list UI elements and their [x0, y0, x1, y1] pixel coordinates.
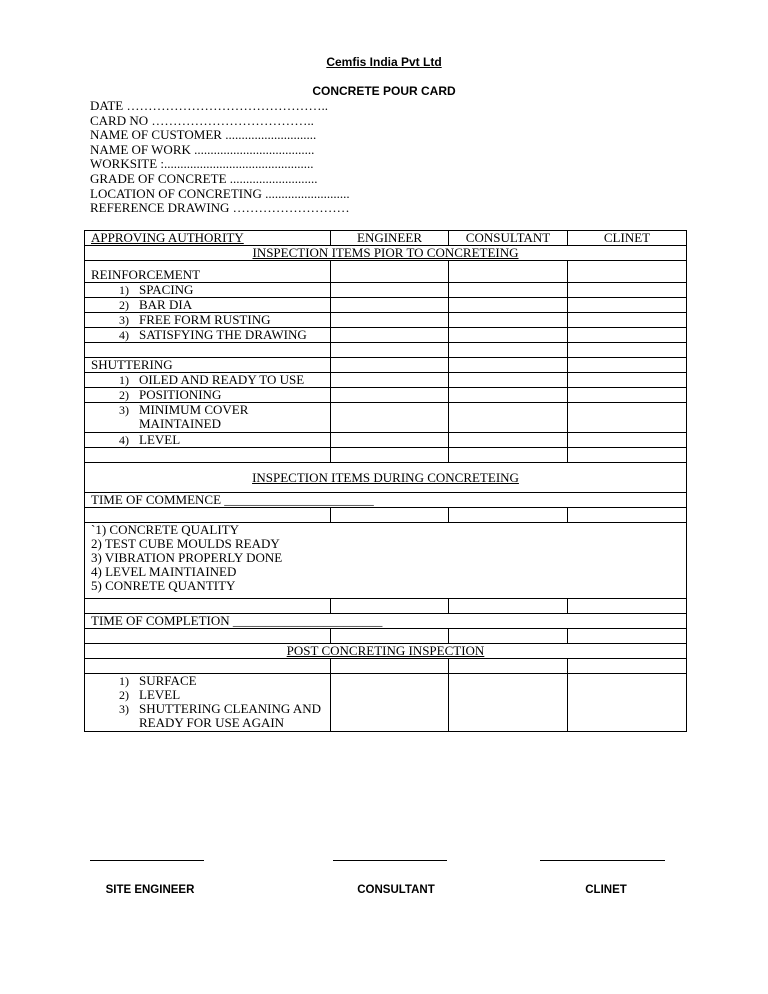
section-title-row: [85, 463, 687, 493]
list-item: 1) OILED AND READY TO USE: [85, 373, 331, 388]
consultant-check-cell[interactable]: [449, 298, 568, 313]
table-row: [85, 674, 687, 732]
list-item: 5) CONRETE QUANTITY: [91, 578, 236, 593]
worksite-field: WORKSITE :..............................................: [90, 156, 314, 172]
client-check-cell[interactable]: [568, 674, 687, 732]
list-item: 4) SATISFYING THE DRAWING: [85, 328, 331, 343]
client-check-cell[interactable]: [568, 433, 687, 448]
table-row: [85, 328, 687, 343]
table-row: [85, 373, 687, 388]
post-items-list: [85, 674, 331, 732]
reference-drawing-field: REFERENCE DRAWING ………………………: [90, 200, 350, 216]
table-row: [85, 433, 687, 448]
customer-name-field: NAME OF CUSTOMER ............................: [90, 127, 317, 143]
engineer-check-cell[interactable]: [331, 298, 449, 313]
card-no-field: CARD NO ………………………………..: [90, 112, 314, 128]
list-item: 2) TEST CUBE MOULDS READY: [91, 536, 280, 551]
consultant-check-cell[interactable]: [449, 674, 568, 732]
section-post-concreting-title: POST CONCRETING INSPECTION: [85, 644, 687, 659]
consultant-check-cell[interactable]: [449, 433, 568, 448]
time-of-commence[interactable]: TIME OF COMMENCE _______________________: [85, 493, 687, 508]
consultant-check-cell[interactable]: [449, 373, 568, 388]
company-name: Cemfis India Pvt Ltd: [326, 55, 442, 69]
list-item: 1) SPACING: [85, 283, 331, 298]
consultant-check-cell[interactable]: [449, 388, 568, 403]
table-row: [85, 343, 687, 358]
list-item: 3) FREE FORM RUSTING: [85, 313, 331, 328]
client-check-cell[interactable]: [568, 298, 687, 313]
consultant-check-cell[interactable]: [449, 358, 568, 373]
site-engineer-label: SITE ENGINEER: [105, 884, 195, 896]
list-item: 1) SURFACE: [119, 673, 197, 688]
engineer-check-cell[interactable]: [331, 313, 449, 328]
engineer-check-cell[interactable]: [331, 388, 449, 403]
engineer-check-cell[interactable]: [331, 373, 449, 388]
client-label: CLINET: [585, 884, 627, 896]
table-row: [85, 283, 687, 298]
engineer-check-cell[interactable]: [331, 403, 449, 433]
section-pre-concreting-title: INSPECTION ITEMS PIOR TO CONCRETEING: [85, 246, 687, 261]
list-item: 3) VIBRATION PROPERLY DONE: [91, 550, 283, 565]
list-item: 2) LEVEL: [119, 687, 181, 702]
location-field: LOCATION OF CONCRETING ..........................: [90, 185, 350, 201]
client-header: CLINET: [568, 231, 687, 246]
table-row: [85, 261, 687, 283]
table-row: [85, 493, 687, 508]
engineer-check-cell[interactable]: [331, 283, 449, 298]
section-title-row: [85, 246, 687, 261]
table-row: [85, 358, 687, 373]
shuttering-heading: SHUTTERING: [85, 358, 331, 373]
client-check-cell[interactable]: [568, 313, 687, 328]
table-row: [85, 298, 687, 313]
list-item: 2) BAR DIA: [85, 298, 331, 313]
time-of-completion[interactable]: TIME OF COMPLETION _______________________: [85, 614, 687, 629]
consultant-label: CONSULTANT: [357, 884, 435, 896]
list-item: 2) POSITIONING: [85, 388, 331, 403]
list-item: 4) LEVEL: [85, 433, 331, 448]
document-title: CONCRETE POUR CARD: [312, 84, 456, 98]
client-check-cell[interactable]: [568, 388, 687, 403]
consultant-check-cell[interactable]: [449, 261, 568, 283]
table-row: [85, 403, 687, 433]
concrete-grade-field: GRADE OF CONCRETE ...........................: [90, 170, 318, 186]
table-row: [85, 388, 687, 403]
header-fields: [90, 99, 350, 216]
date-field: DATE ………………………………………..: [90, 98, 328, 113]
table-row: [85, 313, 687, 328]
site-engineer-signature-line[interactable]: [90, 860, 204, 861]
table-row: [85, 614, 687, 629]
table-row: [85, 659, 687, 674]
engineer-check-cell[interactable]: [331, 674, 449, 732]
approving-authority-header: APPROVING AUTHORITY: [85, 231, 331, 246]
list-item: 3) MINIMUM COVER MAINTAINED: [85, 403, 331, 433]
engineer-check-cell[interactable]: [331, 261, 449, 283]
consultant-signature-line[interactable]: [333, 860, 447, 861]
engineer-check-cell[interactable]: [331, 328, 449, 343]
client-check-cell[interactable]: [568, 328, 687, 343]
table-header-row: [85, 231, 687, 246]
list-item: 4) LEVEL MAINTIAINED: [91, 564, 237, 579]
table-row: [85, 599, 687, 614]
engineer-header: ENGINEER: [331, 231, 449, 246]
consultant-check-cell[interactable]: [449, 283, 568, 298]
list-item: READY FOR USE AGAIN: [139, 715, 285, 730]
consultant-check-cell[interactable]: [449, 313, 568, 328]
client-check-cell[interactable]: [568, 403, 687, 433]
consultant-header: CONSULTANT: [449, 231, 568, 246]
during-items-list: [85, 523, 687, 599]
consultant-check-cell[interactable]: [449, 403, 568, 433]
client-check-cell[interactable]: [568, 283, 687, 298]
list-item: 3) SHUTTERING CLEANING AND: [119, 701, 321, 716]
engineer-check-cell[interactable]: [331, 433, 449, 448]
engineer-check-cell[interactable]: [331, 358, 449, 373]
table-row: [85, 448, 687, 463]
consultant-check-cell[interactable]: [449, 328, 568, 343]
reinforcement-heading: REINFORCEMENT: [85, 261, 331, 283]
client-check-cell[interactable]: [568, 358, 687, 373]
inspection-table: [84, 230, 687, 732]
client-check-cell[interactable]: [568, 261, 687, 283]
section-title-row: [85, 644, 687, 659]
client-signature-line[interactable]: [540, 860, 665, 861]
client-check-cell[interactable]: [568, 373, 687, 388]
work-name-field: NAME OF WORK .....................................: [90, 141, 315, 157]
table-row: [85, 523, 687, 599]
section-during-concreting-title: INSPECTION ITEMS DURING CONCRETEING: [85, 463, 687, 493]
list-item: `1) CONCRETE QUALITY: [91, 522, 240, 537]
table-row: [85, 508, 687, 523]
table-row: [85, 629, 687, 644]
